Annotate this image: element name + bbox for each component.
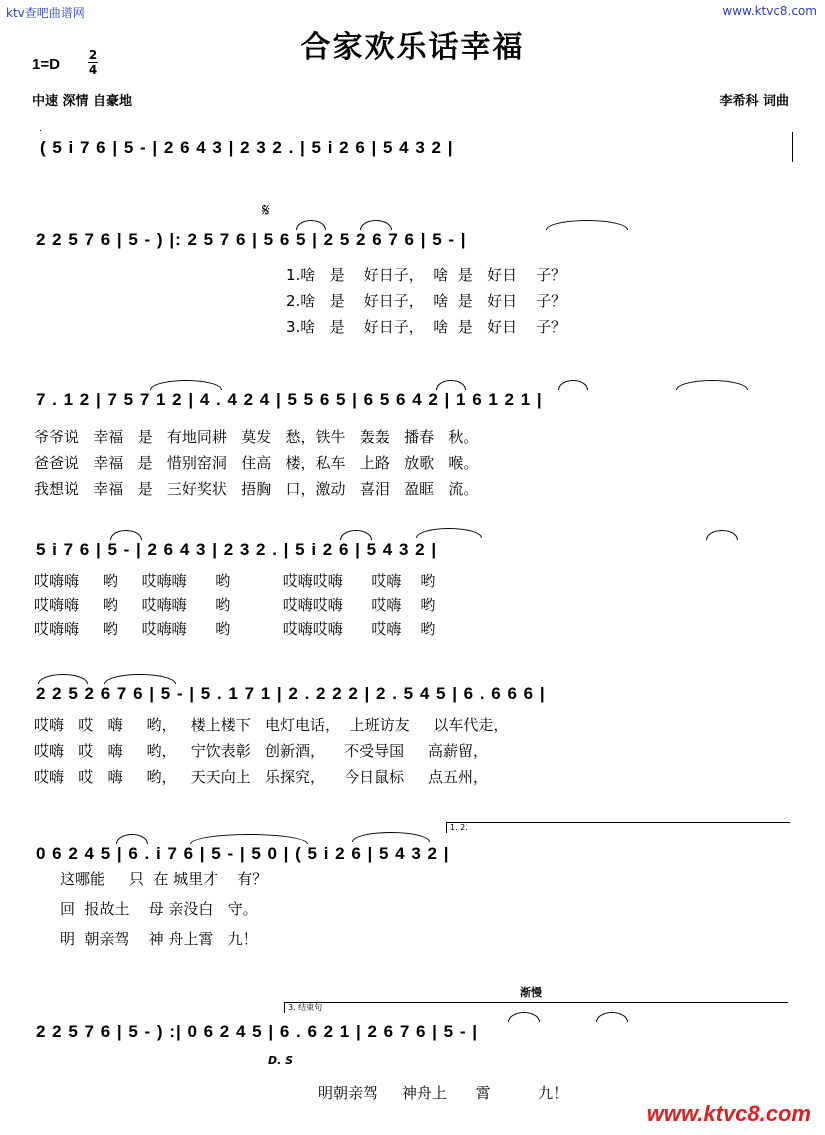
lyric-verse-2: 回 报故土 母 亲没白 守。 — [60, 900, 258, 918]
barline — [792, 132, 793, 162]
song-title: 合家欢乐话幸福 — [300, 30, 525, 65]
lyric-verse-2: 哎嗨 哎 嗨 哟， 宁饮表彰 创新酒， 不受导国 高薪留， — [34, 742, 488, 760]
lyric-verse-1: 哎嗨嗨 哟 哎嗨嗨 哟 哎嗨哎嗨 哎嗨 哟 — [34, 572, 436, 590]
slur — [104, 674, 176, 684]
lyric-verse-3: 3.啥 是 好日子， 啥 是 好日 子？ — [286, 318, 567, 336]
lyric-verse-3: 我想说 幸福 是 三好奖状 捂胸 口，激动 喜泪 盈眶 流。 — [34, 480, 479, 498]
slur — [190, 834, 308, 844]
notation-line: 5 i 7 6 | 5 - | 2 6 4 3 | 2 3 2 . | 5 i 2 6 | 5 4 3 2 | — [36, 540, 438, 559]
notation-line: 2 2 5 7 6 | 5 - ) |: 2 5 7 6 | 5 6 5 | 2 5 2 6 7 6 | 5 - | — [36, 230, 467, 249]
slur — [360, 220, 392, 230]
meter-bottom: 4 — [88, 63, 98, 77]
slur — [676, 380, 748, 390]
slur — [596, 1012, 628, 1022]
lyric-verse-1: 爷爷说 幸福 是 有地同耕 莫发 愁，铁牛 轰轰 播春 秋。 — [34, 428, 479, 446]
slur — [296, 220, 326, 230]
slur — [558, 380, 588, 390]
notation-line: 7 . 1 2 | 7 5 7 1 2 | 4 . 4 2 4 | 5 5 6 5 | 6 5 6 4 2 | 1 6 1 2 1 | — [36, 390, 543, 409]
key-signature: 1=D — [32, 56, 60, 73]
slur — [352, 832, 430, 842]
author-credit: 李希科 词曲 — [719, 94, 789, 109]
slur — [150, 380, 222, 390]
time-signature — [88, 48, 98, 77]
notation-line: 2 2 5 7 6 | 5 - ) :| 0 6 2 4 5 | 6 . 6 2 1 | 2 6 7 6 | 5 - | — [36, 1022, 478, 1041]
lyric-verse-1: 哎嗨 哎 嗨 哟， 楼上楼下 电灯电话， 上班访友 以车代走， — [34, 716, 509, 734]
notation-line: ( 5 i 7 6 | 5 - | 2 6 4 3 | 2 3 2 . | 5 i 2 6 | 5 4 3 2 | — [40, 138, 454, 157]
lyric-verse-3: 哎嗨 哎 嗨 哟， 天天向上 乐探究， 今日鼠标 点五州， — [34, 768, 488, 786]
slur — [110, 530, 142, 540]
slur — [38, 674, 88, 684]
slur — [436, 380, 466, 390]
lyric-verse-1: 这哪能 只 在 城里才 有？ — [60, 870, 268, 888]
meter-top: 2 — [88, 48, 98, 62]
notation-line: 2 2 5 2 6 7 6 | 5 - | 5 . 1 7 1 | 2 . 2 2 2 | 2 . 5 4 5 | 6 . 6 6 6 | — [36, 684, 546, 703]
row-spacer — [40, 130, 41, 131]
site-watermark-left: ktv查吧曲谱网 — [6, 6, 85, 20]
slur — [546, 220, 628, 230]
lyric-verse-1: 1.啥 是 好日子， 啥 是 好日 子？ — [286, 266, 567, 284]
dal-segno-mark: D. S — [268, 1054, 294, 1067]
slur — [116, 834, 148, 844]
tempo-change-mark: 渐慢 — [520, 986, 542, 999]
lyric-verse-2: 哎嗨嗨 哟 哎嗨嗨 哟 哎嗨哎嗨 哎嗨 哟 — [34, 596, 436, 614]
volta-bracket: 3. 结束句 — [284, 1002, 788, 1013]
slur — [706, 530, 738, 540]
lyric-ending: 明朝亲驾 神舟上 霄 九！ — [318, 1084, 569, 1102]
lyric-verse-2: 爸爸说 幸福 是 惜别窑洞 住高 楼，私车 上路 放歌 喉。 — [34, 454, 479, 472]
notation-line: 0 6 2 4 5 | 6 . i 7 6 | 5 - | 5 0 | ( 5 i 2 6 | 5 4 3 2 | — [36, 844, 450, 863]
slur — [416, 528, 482, 538]
lyric-verse-3: 哎嗨嗨 哟 哎嗨嗨 哟 哎嗨哎嗨 哎嗨 哟 — [34, 620, 436, 638]
volta-bracket: 1. 2. — [446, 822, 790, 833]
slur — [508, 1012, 540, 1022]
segno-sign: 𝄋 — [262, 200, 270, 221]
slur — [340, 530, 372, 540]
tempo-marking: 中速 深情 自豪地 — [32, 94, 133, 109]
lyric-verse-3: 明 朝亲驾 神 舟上霄 九！ — [60, 930, 258, 948]
lyric-verse-2: 2.啥 是 好日子， 啥 是 好日 子？ — [286, 292, 567, 310]
site-watermark-right: www.ktvc8.com — [722, 4, 817, 18]
footer-watermark: www.ktvc8.com — [646, 1101, 811, 1126]
